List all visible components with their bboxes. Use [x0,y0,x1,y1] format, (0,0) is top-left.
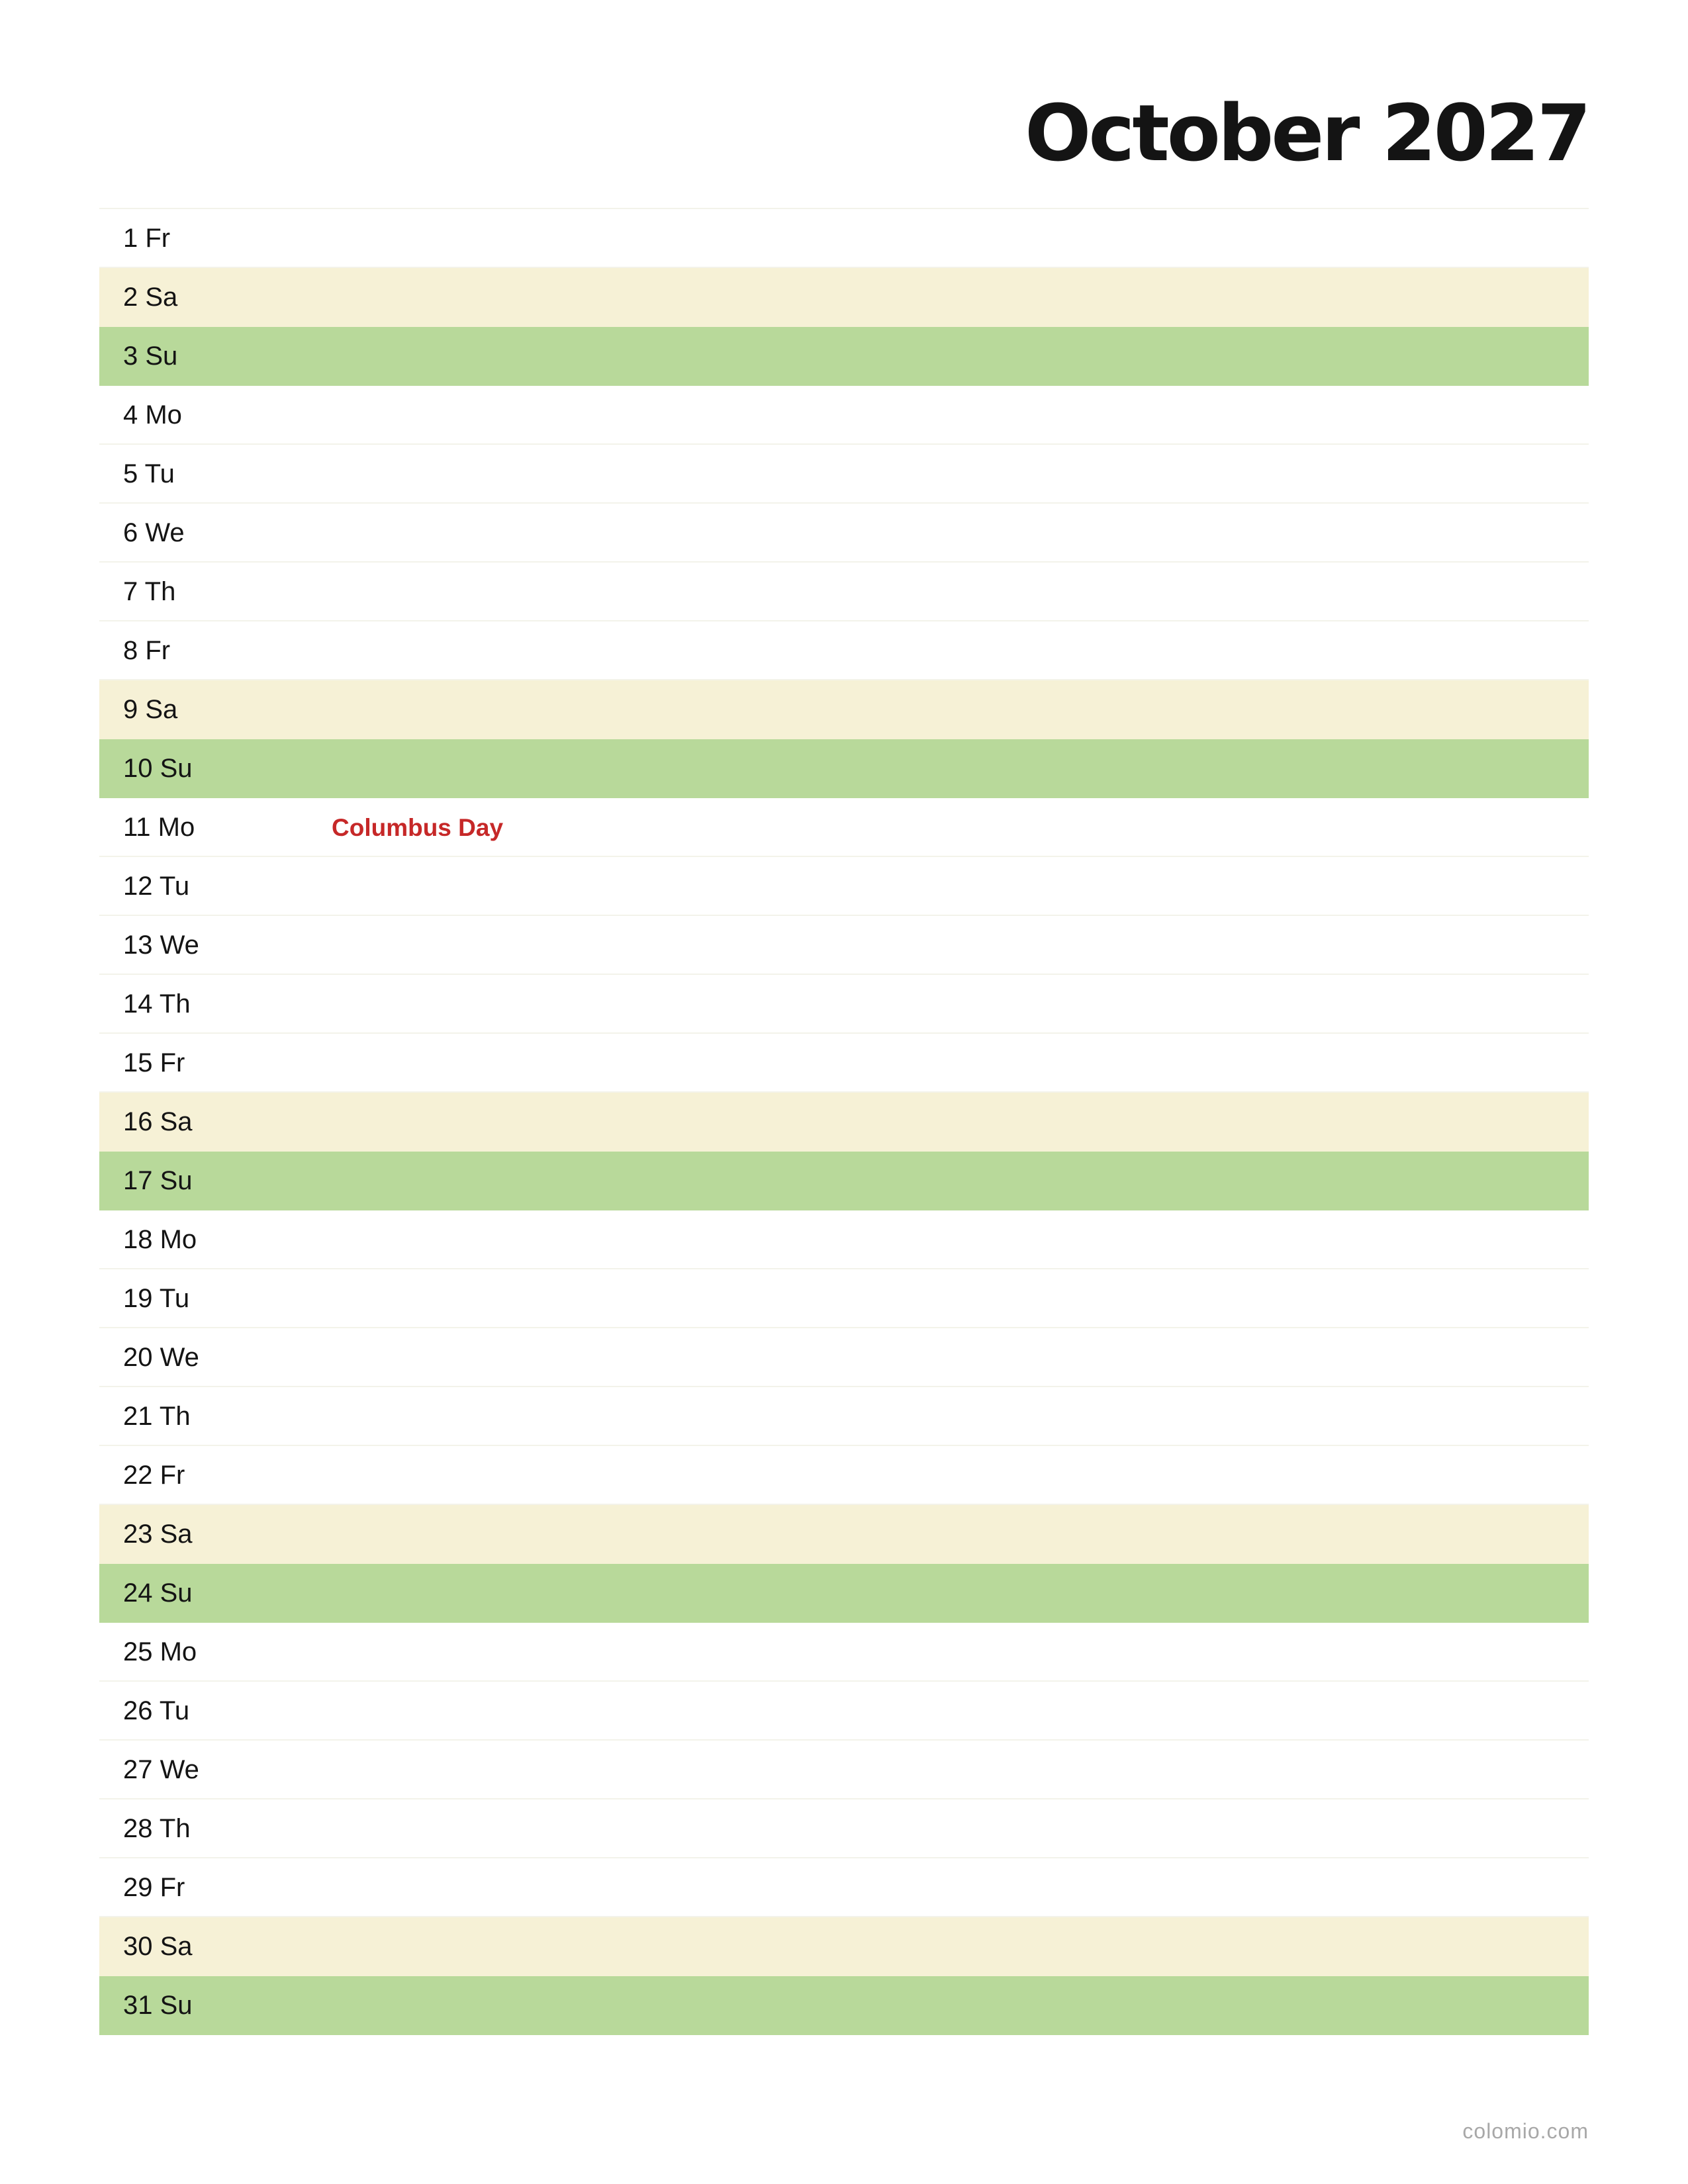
day-row [99,1682,1589,1741]
day-row [99,1799,1589,1858]
day-label: 28 Th [123,1814,191,1843]
day-label: 21 Th [123,1402,191,1431]
day-label: 20 We [123,1343,199,1372]
day-label: 19 Tu [123,1284,190,1313]
page-title: October 2027 [1025,87,1589,179]
day-row [99,563,1589,621]
day-label: 8 Fr [123,636,171,665]
day-label: 31 Su [123,1991,193,2020]
day-label: 18 Mo [123,1225,197,1254]
day-label: 3 Su [123,341,178,371]
day-label: 5 Tu [123,459,175,488]
day-row [99,1210,1589,1269]
day-label: 27 We [123,1755,199,1784]
day-row [99,1269,1589,1328]
day-row [99,209,1589,268]
day-row [99,445,1589,504]
day-label: 29 Fr [123,1873,185,1902]
day-label: 6 We [123,518,185,547]
day-row [99,1976,1589,2035]
day-row [99,268,1589,327]
day-row [99,327,1589,386]
holiday-label: Columbus Day [332,814,504,841]
day-label: 24 Su [123,1578,193,1608]
day-label: 16 Sa [123,1107,193,1136]
day-label: 26 Tu [123,1696,190,1725]
day-row [99,504,1589,563]
day-label: 11 Mo [123,813,195,842]
day-row [99,857,1589,916]
day-row [99,916,1589,975]
day-label: 1 Fr [123,224,171,253]
day-row [99,1564,1589,1623]
day-label: 7 Th [123,577,176,606]
day-row [99,1917,1589,1976]
day-row [99,386,1589,445]
day-row [99,1505,1589,1564]
day-label: 25 Mo [123,1637,197,1666]
day-row [99,739,1589,798]
day-row [99,1446,1589,1505]
day-label: 23 Sa [123,1520,193,1549]
day-label: 4 Mo [123,400,182,430]
day-row [99,1741,1589,1799]
day-row [99,1034,1589,1093]
day-label: 10 Su [123,754,193,783]
day-row [99,1093,1589,1152]
day-row [99,680,1589,739]
day-row [99,1152,1589,1210]
day-row [99,1858,1589,1917]
day-row [99,798,1589,857]
day-row [99,975,1589,1034]
day-label: 17 Su [123,1166,193,1195]
day-row [99,1623,1589,1682]
day-row [99,1328,1589,1387]
day-label: 13 We [123,931,199,960]
day-row [99,621,1589,680]
footer-credit: colomio.com [1462,2119,1589,2143]
day-list [99,208,1589,2035]
day-label: 12 Tu [123,872,190,901]
day-label: 9 Sa [123,695,178,724]
day-row [99,1387,1589,1446]
day-label: 2 Sa [123,283,178,312]
day-label: 22 Fr [123,1461,185,1490]
day-label: 30 Sa [123,1932,193,1961]
day-label: 15 Fr [123,1048,185,1077]
day-label: 14 Th [123,989,191,1019]
